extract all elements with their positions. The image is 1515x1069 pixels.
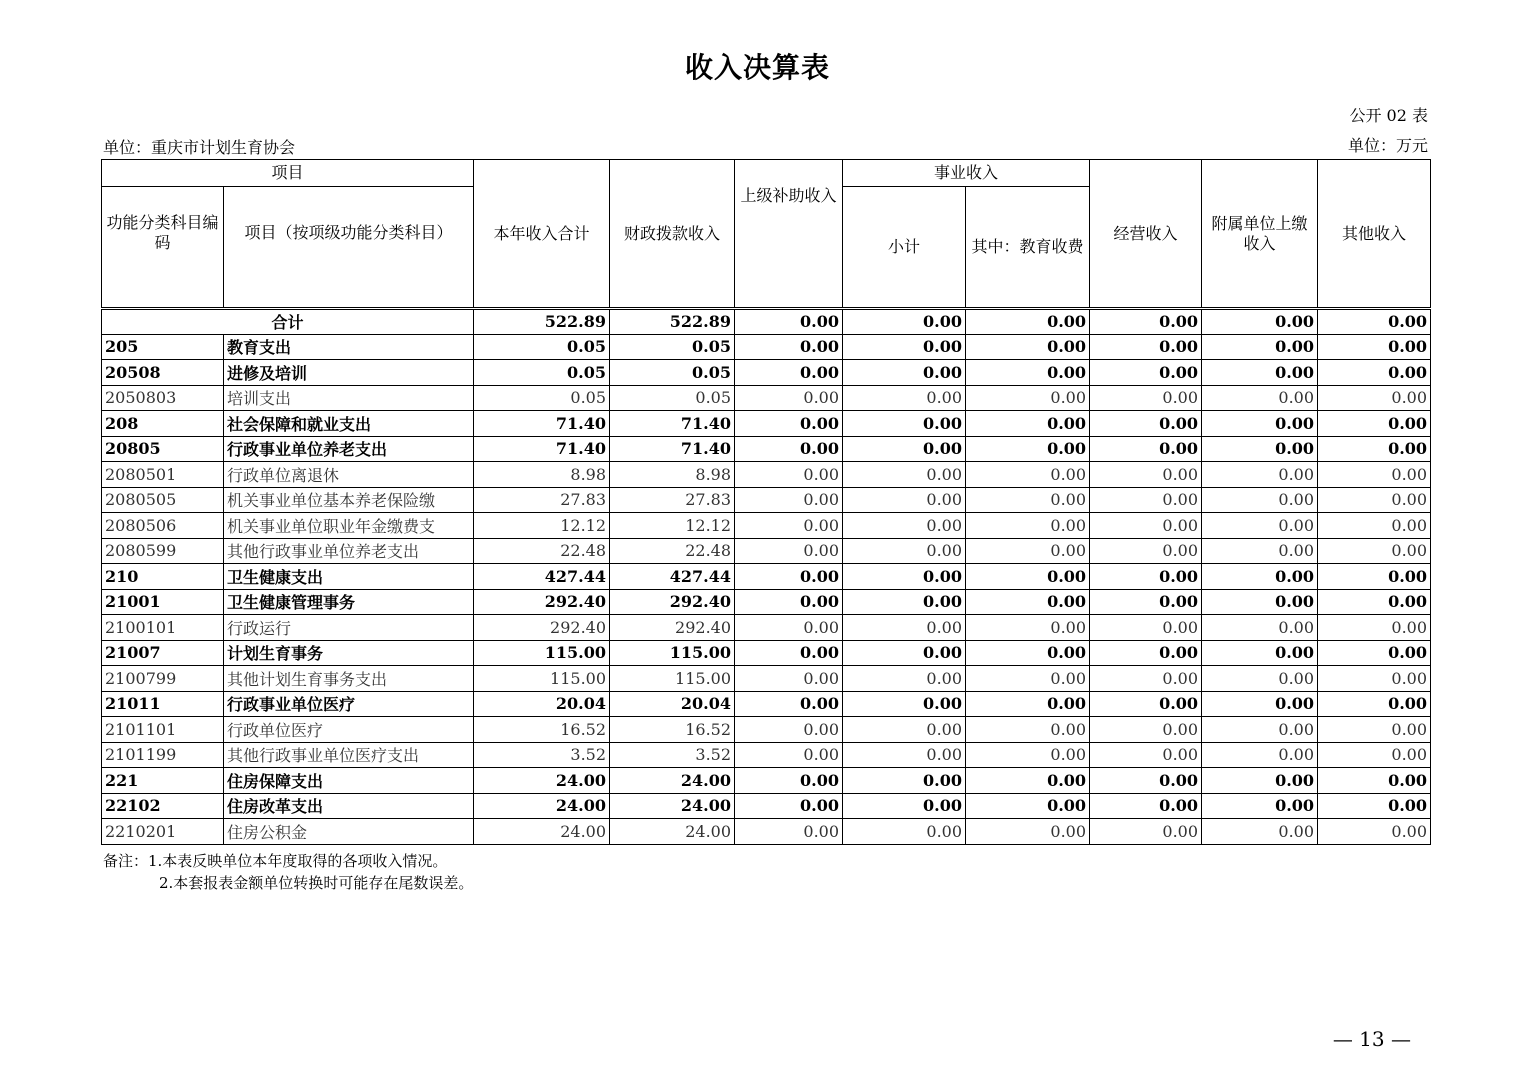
row-value: 24.00 <box>610 819 735 845</box>
row-value: 16.52 <box>610 717 735 743</box>
row-name: 计划生育事务 <box>224 640 474 666</box>
total-row <box>102 309 1431 335</box>
table-row <box>102 334 1431 360</box>
table-row <box>102 615 1431 641</box>
row-name: 行政运行 <box>224 615 474 641</box>
row-value: 0.00 <box>1202 385 1318 411</box>
row-value: 0.00 <box>1318 768 1431 794</box>
row-value: 0.00 <box>735 666 843 692</box>
row-value: 0.00 <box>1202 742 1318 768</box>
row-value: 71.40 <box>474 436 610 462</box>
table-row <box>102 742 1431 768</box>
row-code: 2080506 <box>102 513 224 539</box>
total-value: 0.00 <box>843 309 966 335</box>
row-value: 0.00 <box>966 538 1090 564</box>
total-label: 合计 <box>102 309 474 335</box>
row-value: 0.00 <box>735 589 843 615</box>
row-value: 0.00 <box>1202 487 1318 513</box>
row-value: 0.00 <box>1090 666 1202 692</box>
row-value: 0.00 <box>735 513 843 539</box>
row-value: 8.98 <box>474 462 610 488</box>
row-code: 2080501 <box>102 462 224 488</box>
total-value: 0.00 <box>1090 309 1202 335</box>
row-value: 0.00 <box>966 666 1090 692</box>
row-value: 0.00 <box>1090 768 1202 794</box>
row-value: 0.00 <box>1318 411 1431 437</box>
row-value: 0.00 <box>1318 360 1431 386</box>
row-value: 0.00 <box>843 385 966 411</box>
row-value: 0.00 <box>966 487 1090 513</box>
row-value: 0.00 <box>1202 666 1318 692</box>
total-value: 522.89 <box>474 309 610 335</box>
row-value: 0.00 <box>966 717 1090 743</box>
row-code: 221 <box>102 768 224 794</box>
total-value: 0.00 <box>966 309 1090 335</box>
row-value: 0.00 <box>1090 538 1202 564</box>
row-value: 0.00 <box>843 462 966 488</box>
row-value: 0.00 <box>1318 742 1431 768</box>
row-value: 0.05 <box>610 334 735 360</box>
header-total-income: 本年收入合计 <box>474 160 610 309</box>
note-line-2: 2.本套报表金额单位转换时可能存在尾数误差。 <box>159 874 474 892</box>
row-name: 行政事业单位养老支出 <box>224 436 474 462</box>
row-value: 0.00 <box>1202 462 1318 488</box>
header-operating: 经营收入 <box>1090 160 1202 309</box>
row-code: 2210201 <box>102 819 224 845</box>
row-value: 0.00 <box>966 768 1090 794</box>
row-value: 0.00 <box>1318 615 1431 641</box>
header-func-code: 功能分类科目编码 <box>102 173 224 295</box>
row-value: 0.00 <box>1090 513 1202 539</box>
row-value: 0.00 <box>966 742 1090 768</box>
row-value: 0.00 <box>735 564 843 590</box>
row-value: 0.00 <box>1202 691 1318 717</box>
row-name: 社会保障和就业支出 <box>224 411 474 437</box>
row-value: 0.00 <box>735 819 843 845</box>
row-value: 71.40 <box>610 411 735 437</box>
row-value: 0.00 <box>1202 717 1318 743</box>
row-value: 0.00 <box>843 538 966 564</box>
row-value: 24.00 <box>610 793 735 819</box>
row-value: 0.00 <box>843 513 966 539</box>
row-value: 0.00 <box>735 360 843 386</box>
row-value: 0.00 <box>1318 717 1431 743</box>
row-value: 0.00 <box>1090 819 1202 845</box>
header-superior: 上级补助收入 <box>735 160 843 309</box>
header-business-income: 事业收入 <box>843 160 1090 187</box>
row-value: 71.40 <box>474 411 610 437</box>
row-name: 住房保障支出 <box>224 768 474 794</box>
row-code: 2100101 <box>102 615 224 641</box>
row-value: 0.00 <box>1090 360 1202 386</box>
row-code: 21007 <box>102 640 224 666</box>
row-value: 12.12 <box>610 513 735 539</box>
page-title: 收入决算表 <box>684 51 830 84</box>
row-value: 8.98 <box>610 462 735 488</box>
row-value: 16.52 <box>474 717 610 743</box>
row-name: 培训支出 <box>224 385 474 411</box>
row-code: 2100799 <box>102 666 224 692</box>
row-value: 427.44 <box>474 564 610 590</box>
row-value: 24.00 <box>610 768 735 794</box>
header-affiliated: 附属单位上缴收入 <box>1202 160 1318 309</box>
table-row <box>102 538 1431 564</box>
row-value: 0.00 <box>1090 615 1202 641</box>
row-value: 0.00 <box>1318 385 1431 411</box>
row-value: 115.00 <box>610 666 735 692</box>
row-value: 292.40 <box>610 615 735 641</box>
row-value: 0.00 <box>1090 334 1202 360</box>
header-fiscal: 财政拨款收入 <box>610 160 735 309</box>
row-code: 20508 <box>102 360 224 386</box>
row-value: 0.00 <box>1318 666 1431 692</box>
row-value: 0.00 <box>1090 462 1202 488</box>
row-value: 0.00 <box>843 640 966 666</box>
row-value: 292.40 <box>474 589 610 615</box>
row-value: 0.00 <box>1090 436 1202 462</box>
row-value: 0.05 <box>474 334 610 360</box>
table-row <box>102 487 1431 513</box>
row-name: 进修及培训 <box>224 360 474 386</box>
row-value: 0.00 <box>843 564 966 590</box>
row-value: 292.40 <box>610 589 735 615</box>
row-value: 0.00 <box>1318 793 1431 819</box>
row-value: 0.00 <box>1318 691 1431 717</box>
row-value: 0.00 <box>966 360 1090 386</box>
row-value: 12.12 <box>474 513 610 539</box>
row-value: 71.40 <box>610 436 735 462</box>
row-value: 0.00 <box>735 334 843 360</box>
row-value: 0.00 <box>966 436 1090 462</box>
row-name: 卫生健康管理事务 <box>224 589 474 615</box>
row-value: 0.00 <box>1090 793 1202 819</box>
row-value: 0.05 <box>610 360 735 386</box>
row-value: 3.52 <box>474 742 610 768</box>
row-value: 0.00 <box>735 538 843 564</box>
table-row <box>102 589 1431 615</box>
row-value: 0.00 <box>843 436 966 462</box>
row-value: 0.00 <box>966 819 1090 845</box>
row-value: 0.00 <box>843 615 966 641</box>
table-row <box>102 360 1431 386</box>
row-value: 0.00 <box>1318 640 1431 666</box>
row-value: 0.00 <box>735 436 843 462</box>
row-value: 0.00 <box>735 615 843 641</box>
header-item-name: 项目（按项级功能分类科目） <box>224 173 474 295</box>
row-name: 行政单位离退休 <box>224 462 474 488</box>
row-value: 0.00 <box>966 691 1090 717</box>
total-value: 0.00 <box>1318 309 1431 335</box>
row-code: 2080505 <box>102 487 224 513</box>
table-row <box>102 640 1431 666</box>
row-name: 其他计划生育事务支出 <box>224 666 474 692</box>
table-row <box>102 385 1431 411</box>
row-value: 292.40 <box>474 615 610 641</box>
table-row <box>102 793 1431 819</box>
row-value: 27.83 <box>474 487 610 513</box>
row-value: 0.00 <box>843 691 966 717</box>
row-code: 210 <box>102 564 224 590</box>
row-value: 0.00 <box>735 768 843 794</box>
row-value: 0.00 <box>843 793 966 819</box>
row-value: 0.00 <box>1318 462 1431 488</box>
row-value: 0.00 <box>843 717 966 743</box>
row-value: 0.00 <box>1318 487 1431 513</box>
table-row <box>102 819 1431 845</box>
row-name: 机关事业单位基本养老保险缴 <box>224 487 474 513</box>
row-value: 0.00 <box>1202 640 1318 666</box>
table-row <box>102 462 1431 488</box>
row-value: 0.00 <box>1202 436 1318 462</box>
row-value: 0.00 <box>1318 436 1431 462</box>
row-code: 205 <box>102 334 224 360</box>
row-value: 0.00 <box>1202 411 1318 437</box>
row-value: 0.00 <box>735 793 843 819</box>
row-value: 20.04 <box>474 691 610 717</box>
row-value: 3.52 <box>610 742 735 768</box>
table-row <box>102 666 1431 692</box>
row-value: 0.00 <box>1090 589 1202 615</box>
row-value: 0.00 <box>843 768 966 794</box>
row-value: 0.00 <box>966 411 1090 437</box>
row-name: 行政单位医疗 <box>224 717 474 743</box>
row-value: 0.00 <box>1318 589 1431 615</box>
row-name: 其他行政事业单位养老支出 <box>224 538 474 564</box>
row-value: 0.00 <box>1090 742 1202 768</box>
table-row <box>102 513 1431 539</box>
row-value: 115.00 <box>610 640 735 666</box>
table-row <box>102 436 1431 462</box>
row-value: 115.00 <box>474 666 610 692</box>
row-code: 21011 <box>102 691 224 717</box>
row-value: 22.48 <box>474 538 610 564</box>
row-name: 卫生健康支出 <box>224 564 474 590</box>
row-value: 24.00 <box>474 793 610 819</box>
row-value: 0.00 <box>1090 385 1202 411</box>
page-number: — 13 — <box>1332 1027 1411 1051</box>
total-value: 522.89 <box>610 309 735 335</box>
row-name: 其他行政事业单位医疗支出 <box>224 742 474 768</box>
row-value: 0.00 <box>735 742 843 768</box>
table-row <box>102 564 1431 590</box>
header-education: 其中：教育收费 <box>966 187 1090 309</box>
row-value: 0.00 <box>735 487 843 513</box>
row-value: 0.00 <box>966 513 1090 539</box>
row-value: 0.00 <box>966 640 1090 666</box>
row-value: 0.00 <box>1090 487 1202 513</box>
row-value: 0.00 <box>966 334 1090 360</box>
row-value: 0.00 <box>1090 411 1202 437</box>
row-value: 0.00 <box>843 666 966 692</box>
row-value: 0.00 <box>1318 538 1431 564</box>
total-value: 0.00 <box>735 309 843 335</box>
row-value: 0.00 <box>843 819 966 845</box>
reporting-unit: 单位：重庆市计划生育协会 <box>103 138 296 157</box>
row-value: 0.00 <box>1202 768 1318 794</box>
row-code: 2050803 <box>102 385 224 411</box>
row-value: 0.00 <box>843 411 966 437</box>
notes <box>103 850 473 894</box>
row-value: 20.04 <box>610 691 735 717</box>
row-value: 0.00 <box>843 487 966 513</box>
row-code: 2101101 <box>102 717 224 743</box>
row-name: 机关事业单位职业年金缴费支 <box>224 513 474 539</box>
row-value: 0.00 <box>966 564 1090 590</box>
row-value: 24.00 <box>474 819 610 845</box>
row-value: 0.00 <box>843 334 966 360</box>
row-value: 0.00 <box>966 385 1090 411</box>
row-value: 0.00 <box>1202 589 1318 615</box>
row-value: 0.00 <box>1202 513 1318 539</box>
row-value: 24.00 <box>474 768 610 794</box>
table-code: 公开 02 表 <box>1349 106 1428 125</box>
note-line-1: 备注：1.本表反映单位本年度取得的各项收入情况。 <box>103 852 448 870</box>
row-name: 教育支出 <box>224 334 474 360</box>
row-value: 0.00 <box>1202 360 1318 386</box>
row-value: 0.00 <box>1318 564 1431 590</box>
row-value: 0.00 <box>1202 793 1318 819</box>
row-value: 0.00 <box>735 411 843 437</box>
currency-unit: 单位：万元 <box>1347 136 1428 155</box>
row-value: 0.00 <box>1202 538 1318 564</box>
row-name: 住房公积金 <box>224 819 474 845</box>
row-value: 0.00 <box>1318 819 1431 845</box>
row-value: 0.00 <box>735 691 843 717</box>
row-code: 2080599 <box>102 538 224 564</box>
header-item: 项目 <box>102 160 474 187</box>
row-value: 115.00 <box>474 640 610 666</box>
row-code: 20805 <box>102 436 224 462</box>
total-value: 0.00 <box>1202 309 1318 335</box>
row-name: 住房改革支出 <box>224 793 474 819</box>
row-value: 0.00 <box>1090 640 1202 666</box>
row-value: 0.00 <box>1202 564 1318 590</box>
row-value: 27.83 <box>610 487 735 513</box>
row-value: 0.00 <box>843 742 966 768</box>
row-value: 0.00 <box>1090 564 1202 590</box>
row-value: 0.05 <box>474 360 610 386</box>
row-value: 0.00 <box>1202 334 1318 360</box>
row-value: 0.00 <box>735 385 843 411</box>
row-value: 0.00 <box>1090 717 1202 743</box>
row-value: 0.00 <box>843 360 966 386</box>
row-value: 0.05 <box>610 385 735 411</box>
row-code: 2101199 <box>102 742 224 768</box>
row-code: 21001 <box>102 589 224 615</box>
row-code: 208 <box>102 411 224 437</box>
table-row <box>102 768 1431 794</box>
row-code: 22102 <box>102 793 224 819</box>
table-row <box>102 691 1431 717</box>
row-value: 0.00 <box>1202 615 1318 641</box>
row-value: 0.00 <box>735 640 843 666</box>
row-value: 0.00 <box>966 615 1090 641</box>
row-value: 0.00 <box>1318 513 1431 539</box>
row-value: 427.44 <box>610 564 735 590</box>
row-value: 0.00 <box>1090 691 1202 717</box>
row-value: 0.00 <box>1202 819 1318 845</box>
row-value: 0.00 <box>1318 334 1431 360</box>
row-value: 0.00 <box>966 589 1090 615</box>
row-value: 0.05 <box>474 385 610 411</box>
row-value: 0.00 <box>966 462 1090 488</box>
table-row <box>102 717 1431 743</box>
row-value: 0.00 <box>735 462 843 488</box>
header-other: 其他收入 <box>1318 160 1431 309</box>
income-table <box>101 159 1431 845</box>
row-value: 22.48 <box>610 538 735 564</box>
row-value: 0.00 <box>966 793 1090 819</box>
row-value: 0.00 <box>735 717 843 743</box>
header-subtotal: 小计 <box>843 187 966 309</box>
row-name: 行政事业单位医疗 <box>224 691 474 717</box>
table-row <box>102 411 1431 437</box>
row-value: 0.00 <box>843 589 966 615</box>
